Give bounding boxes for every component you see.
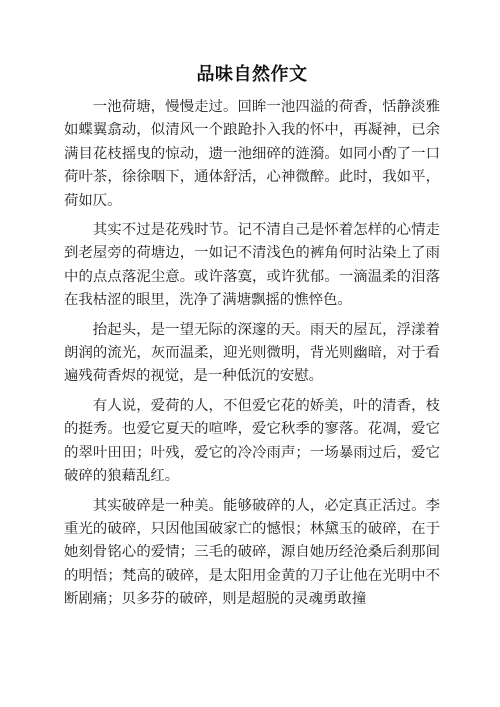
paragraph-3: 抬起头，是一望无际的深邃的天。雨天的屋瓦，浮漾着朗润的流光，灰而温柔，迎光则微明，背光则幽暗，对于看遍残荷香烬的视觉，是一种低沉的安慰。 <box>64 321 440 385</box>
paragraph-2: 其实不过是花残时节。记不清自己是怀着怎样的心情走到老屋旁的荷塘边，一如记不清浅色的裤角何时沾染上了雨中的点点落泥尘意。或许落寞，或许犹郁。一滴温柔的泪落在我枯涩的眼里，洗净了满塘飘摇的憔悴色。 <box>64 222 440 309</box>
document-page <box>64 62 440 618</box>
paragraph-4: 有人说，爱荷的人，不但爱它花的娇美，叶的清香，枝的挺秀。也爱它夏天的喧哗，爱它秋季的寥落。花凋，爱它的翠叶田田；叶残，爱它的冷冷雨声；一场暴雨过后，爱它破碎的狼藉乱红。 <box>64 397 440 485</box>
document-title: 品味自然作文 <box>196 64 308 85</box>
paragraph-5: 其实破碎是一种美。能够破碎的人，必定真正活过。李重光的破碎，只因他国破家亡的憾恨；林黛玉的破碎，在于她刻骨铭心的爱情；三毛的破碎，源自她历经沧桑后刹那间的明悟；梵高的破碎，是太阳用金黄的刀子让他在光明中不断剧痛；贝多芬的破碎，则是超脱的灵魂勇敢撞 <box>64 497 440 608</box>
paragraph-1: 一池荷塘，慢慢走过。回眸一池四溢的荷香，恬静淡雅如蝶翼翕动，似清风一个踉跄扑入我的怀中，再凝神，已余满目花枝摇曳的惊动，遗一池细碎的涟漪。如同小酌了一口荷叶茶，徐徐咽下，通体舒活，心神微醉。此时，我如平，荷如仄。 <box>64 99 440 209</box>
